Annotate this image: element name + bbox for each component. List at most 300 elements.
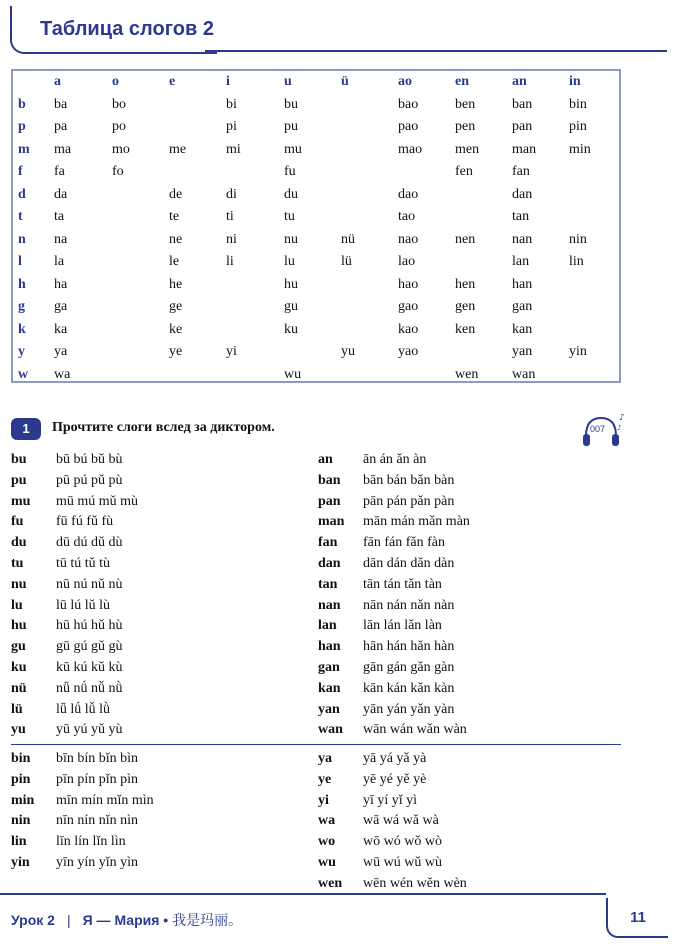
drill-syllable: wa: [318, 813, 336, 829]
table-cell: yi: [226, 344, 237, 360]
drill-row: [11, 791, 291, 812]
drill-row: [11, 700, 291, 721]
table-cell: lin: [569, 254, 584, 270]
table-row: [13, 296, 619, 319]
drill-row: [318, 637, 618, 658]
footer-separator: |: [66, 912, 71, 928]
table-cell: [169, 94, 226, 117]
drill-syllable: nü: [11, 680, 27, 696]
drill-tones: nīn nín nǐn nìn: [56, 813, 139, 829]
table-cell: ha: [54, 276, 68, 292]
table-cell: [169, 161, 226, 184]
table-cell: [226, 364, 284, 387]
table-cell: pi: [226, 119, 237, 135]
table-cell: tu: [284, 209, 295, 225]
table-cell: pa: [54, 119, 68, 135]
drill-syllable: wo: [318, 834, 336, 850]
table-cell: lü: [341, 254, 352, 270]
drill-row: [318, 492, 618, 513]
drill-divider: [11, 744, 621, 745]
table-cell: dao: [398, 186, 419, 202]
footer-lesson: Урок 2: [11, 912, 55, 928]
table-cell: nü: [341, 231, 355, 247]
drill-syllable: hu: [11, 618, 27, 634]
table-cell: pin: [569, 119, 587, 135]
table-cell: fa: [54, 164, 65, 180]
drill-row: [11, 512, 291, 533]
table-cell: bi: [226, 96, 237, 112]
table-cell: dan: [512, 186, 533, 202]
drill-tones: hū hú hǔ hù: [56, 618, 123, 634]
drill-tones: nǖ nǘ nǚ nǜ: [56, 680, 123, 696]
table-cell: lu: [284, 254, 295, 270]
drill-syllable: fan: [318, 535, 338, 551]
table-cell: fan: [512, 164, 530, 180]
footer-rule: [0, 893, 606, 895]
drill-row: [11, 658, 291, 679]
drill-left-bottom: [11, 749, 291, 874]
table-cell: [112, 206, 169, 229]
drill-tones: yī yí yǐ yì: [363, 792, 418, 808]
drill-row: [11, 554, 291, 575]
drill-row: [11, 720, 291, 741]
row-header: d: [18, 186, 26, 202]
drill-row: [11, 853, 291, 874]
table-cell: gao: [398, 299, 419, 315]
table-row: [13, 251, 619, 274]
table-cell: [569, 296, 619, 319]
drill-tones: wān wán wǎn wàn: [363, 722, 467, 738]
table-cell: wen: [455, 366, 479, 382]
table-cell: han: [512, 276, 533, 292]
table-cell: bin: [569, 96, 587, 112]
drill-row: [318, 554, 618, 575]
drill-syllable: mu: [11, 493, 31, 509]
table-cell: [112, 364, 169, 387]
drill-tones: tū tú tǔ tù: [56, 555, 111, 571]
table-cell: te: [169, 209, 180, 225]
table-cell: ne: [169, 231, 183, 247]
table-row: [13, 229, 619, 252]
drill-tones: kān kán kǎn kàn: [363, 680, 455, 696]
table-cell: ben: [455, 96, 476, 112]
table-cell: [284, 341, 341, 364]
drill-tones: yā yá yǎ yà: [363, 751, 427, 766]
row-header: l: [18, 254, 22, 270]
drill-syllable: lü: [11, 701, 23, 717]
drill-row: [11, 616, 291, 637]
drill-row: [318, 700, 618, 721]
table-row: [13, 341, 619, 364]
drill-row: [318, 874, 618, 895]
drill-row: [318, 533, 618, 554]
table-cell: [226, 161, 284, 184]
table-body: [13, 94, 619, 387]
table-cell: tao: [398, 209, 416, 225]
drill-row: [11, 637, 291, 658]
table-cell: wa: [54, 366, 71, 382]
table-cell: [226, 319, 284, 342]
drill-tones: dān dán dǎn dàn: [363, 555, 455, 571]
column-header: in: [569, 74, 581, 90]
table-cell: [455, 341, 512, 364]
table-cell: [226, 296, 284, 319]
drill-syllable: pan: [318, 493, 341, 509]
drill-syllable: wen: [318, 875, 343, 891]
row-header: w: [18, 366, 29, 382]
table-cell: mao: [398, 141, 423, 157]
table-row: [13, 184, 619, 207]
drill-syllable: lan: [318, 618, 337, 634]
table-cell: min: [569, 141, 591, 157]
drill-row: [318, 658, 618, 679]
table-cell: [341, 206, 398, 229]
table-cell: [455, 251, 512, 274]
drill-tones: yīn yín yǐn yìn: [56, 854, 139, 870]
drill-syllable: bu: [11, 452, 27, 467]
drill-syllable: tan: [318, 576, 338, 592]
drill-syllable: gu: [11, 639, 26, 655]
table-cell: [569, 161, 619, 184]
drill-row: [318, 791, 618, 812]
table-cell: ni: [226, 231, 237, 247]
table-cell: [455, 184, 512, 207]
drill-row: [318, 679, 618, 700]
table-cell: ta: [54, 209, 65, 225]
table-cell: he: [169, 276, 183, 292]
drill-row: [11, 832, 291, 853]
exercise-instruction: Прочтите слоги вслед за диктором.: [52, 420, 275, 435]
table-cell: yan: [512, 344, 533, 360]
table-cell: gu: [284, 299, 298, 315]
table-row: [13, 116, 619, 139]
table-cell: [341, 296, 398, 319]
table-cell: lan: [512, 254, 530, 270]
drill-syllable: bin: [11, 751, 31, 766]
table-cell: [341, 274, 398, 297]
table-cell: nan: [512, 231, 533, 247]
column-header: en: [455, 74, 469, 90]
syllable-grid: [13, 71, 619, 386]
row-header: f: [18, 164, 23, 180]
drill-syllable: pu: [11, 472, 27, 488]
drill-syllable: yu: [11, 722, 26, 738]
column-header: u: [284, 74, 292, 90]
drill-syllable: yin: [11, 854, 30, 870]
table-cell: ya: [54, 344, 68, 360]
drill-tones: wā wá wǎ wà: [363, 813, 439, 829]
table-cell: pao: [398, 119, 419, 135]
table-cell: [112, 274, 169, 297]
drill-tones: bīn bín bǐn bìn: [56, 751, 139, 766]
table-cell: de: [169, 186, 183, 202]
table-cell: [341, 139, 398, 162]
drill-tones: fān fán fǎn fàn: [363, 535, 446, 551]
audio-track-number: 007: [590, 424, 606, 434]
table-cell: me: [169, 141, 187, 157]
row-header: y: [18, 344, 25, 360]
drill-syllable: tu: [11, 555, 24, 571]
table-cell: nu: [284, 231, 298, 247]
table-cell: le: [169, 254, 180, 270]
table-cell: gen: [455, 299, 476, 315]
page-number: 11: [606, 898, 668, 938]
drill-syllable: yi: [318, 792, 329, 808]
drill-row: [11, 679, 291, 700]
table-cell: fu: [284, 164, 296, 180]
drill-row: [318, 720, 618, 741]
drill-tones: mū mú mǔ mù: [56, 493, 139, 509]
column-header: ao: [398, 74, 412, 90]
table-cell: [569, 319, 619, 342]
drill-row: [11, 770, 291, 791]
table-cell: kan: [512, 321, 533, 337]
table-cell: [112, 251, 169, 274]
drill-tones: gū gú gǔ gù: [56, 639, 123, 655]
drill-syllable: ya: [318, 751, 332, 766]
drill-syllable: gan: [318, 659, 340, 675]
drill-syllable: wan: [318, 722, 343, 738]
drill-syllable: ban: [318, 472, 341, 488]
drill-tones: yē yé yě yè: [363, 771, 427, 787]
drill-tones: pān pán pǎn pàn: [363, 493, 455, 509]
table-cell: wan: [512, 366, 536, 382]
drill-row: [11, 575, 291, 596]
drill-syllable: yan: [318, 701, 340, 717]
drill-tones: dū dú dǔ dù: [56, 535, 123, 551]
table-cell: [341, 94, 398, 117]
drill-tones: ān án ǎn àn: [363, 452, 427, 467]
drill-row: [11, 811, 291, 832]
table-cell: ke: [169, 321, 183, 337]
table-cell: [226, 274, 284, 297]
footer-topic-chinese: 我是玛丽。: [172, 913, 243, 929]
drill-row: [318, 770, 618, 791]
table-cell: hu: [284, 276, 298, 292]
row-header: p: [18, 119, 26, 135]
syllable-table: [11, 69, 621, 383]
table-cell: [341, 319, 398, 342]
footer: [11, 910, 242, 930]
table-cell: [569, 274, 619, 297]
table-cell: [169, 364, 226, 387]
table-cell: ken: [455, 321, 476, 337]
table-cell: ye: [169, 344, 183, 360]
drill-tones: wō wó wǒ wò: [363, 834, 442, 850]
table-cell: wu: [284, 366, 302, 382]
table-row: [13, 161, 619, 184]
table-row: [13, 206, 619, 229]
table-cell: tan: [512, 209, 530, 225]
table-cell: du: [284, 186, 298, 202]
drill-tones: mīn mín mǐn mìn: [56, 792, 154, 808]
table-cell: pu: [284, 119, 298, 135]
table-cell: [341, 116, 398, 139]
drill-syllable: ye: [318, 771, 332, 787]
table-cell: la: [54, 254, 65, 270]
table-cell: [112, 341, 169, 364]
table-cell: da: [54, 186, 68, 202]
table-cell: [341, 364, 398, 387]
table-cell: ti: [226, 209, 234, 225]
row-header: h: [18, 276, 26, 292]
drill-syllable: lin: [11, 834, 27, 850]
column-header: a: [54, 74, 61, 90]
drill-row: [11, 749, 291, 770]
table-cell: nin: [569, 231, 587, 247]
table-cell: bo: [112, 96, 126, 112]
drill-syllable: an: [318, 452, 333, 467]
drill-tones: yū yú yǔ yù: [56, 722, 123, 738]
column-header: an: [512, 74, 527, 90]
column-header: e: [169, 74, 176, 90]
drill-row: [318, 471, 618, 492]
drill-row: [11, 450, 291, 471]
drill-row: [318, 811, 618, 832]
drill-tones: kū kú kǔ kù: [56, 659, 123, 675]
drill-syllable: dan: [318, 555, 341, 571]
drill-syllable: man: [318, 514, 345, 530]
column-header: ü: [341, 74, 349, 90]
corner-cell: [13, 71, 54, 94]
drill-tones: wū wú wǔ wù: [363, 854, 442, 870]
drill-syllable: kan: [318, 680, 341, 696]
drill-row: [318, 616, 618, 637]
table-cell: [398, 161, 455, 184]
drill-row: [11, 492, 291, 513]
drill-row: [318, 450, 618, 471]
table-cell: bao: [398, 96, 419, 112]
table-cell: [341, 184, 398, 207]
drill-syllable: ku: [11, 659, 27, 675]
table-cell: ba: [54, 96, 68, 112]
drill-row: [318, 512, 618, 533]
table-cell: ga: [54, 299, 68, 315]
table-cell: bu: [284, 96, 298, 112]
table-cell: li: [226, 254, 234, 270]
drill-tones: wēn wén wěn wèn: [363, 875, 467, 891]
drill-tones: bū bú bǔ bù: [56, 452, 123, 467]
table-cell: man: [512, 141, 537, 157]
table-row: [13, 364, 619, 387]
table-row: [13, 94, 619, 117]
table-cell: [455, 206, 512, 229]
table-row: [13, 319, 619, 342]
exercise-number-badge: 1: [11, 418, 41, 440]
drill-right-bottom: [318, 749, 618, 895]
table-cell: [341, 161, 398, 184]
row-header: g: [18, 299, 25, 315]
drill-tones: gān gán gǎn gàn: [363, 659, 455, 675]
drill-syllable: lu: [11, 597, 23, 613]
drill-row: [318, 853, 618, 874]
table-cell: na: [54, 231, 68, 247]
table-cell: mi: [226, 141, 241, 157]
table-row: [13, 274, 619, 297]
drill-row: [11, 596, 291, 617]
table-cell: kao: [398, 321, 419, 337]
footer-topic: Я — Мария •: [82, 912, 169, 928]
table-cell: [569, 206, 619, 229]
drill-syllable: fu: [11, 514, 24, 530]
table-cell: fen: [455, 164, 473, 180]
page-title: Таблица слогов 2: [40, 18, 214, 40]
table-cell: gan: [512, 299, 533, 315]
drill-tones: mān mán mǎn màn: [363, 514, 470, 530]
table-cell: [112, 184, 169, 207]
table-cell: di: [226, 186, 237, 202]
table-cell: [398, 364, 455, 387]
table-row: [13, 139, 619, 162]
drill-left-top: [11, 450, 291, 741]
table-cell: pan: [512, 119, 533, 135]
drill-tones: lǖ lǘ lǚ lǜ: [56, 701, 111, 717]
row-header: b: [18, 96, 26, 112]
svg-text:♪: ♪: [617, 424, 622, 432]
drill-tones: nū nú nǔ nù: [56, 576, 123, 592]
drill-syllable: min: [11, 792, 35, 808]
table-cell: [169, 116, 226, 139]
table-cell: yao: [398, 344, 419, 360]
drill-tones: hān hán hǎn hàn: [363, 639, 455, 655]
drill-syllable: nin: [11, 813, 31, 829]
table-cell: ge: [169, 299, 183, 315]
table-cell: [112, 319, 169, 342]
drill-tones: nān nán nǎn nàn: [363, 597, 455, 613]
table-cell: ka: [54, 321, 68, 337]
drill-right-top: [318, 450, 618, 741]
table-cell: [112, 229, 169, 252]
drill-row: [318, 596, 618, 617]
table-cell: po: [112, 119, 126, 135]
column-header: o: [112, 74, 119, 90]
drill-syllable: pin: [11, 771, 31, 787]
table-cell: [569, 364, 619, 387]
drill-syllable: wu: [318, 854, 336, 870]
table-cell: yin: [569, 344, 587, 360]
title-underline: [205, 50, 667, 52]
row-header: m: [18, 141, 30, 157]
table-cell: yu: [341, 344, 355, 360]
row-header: k: [18, 321, 26, 337]
column-header: i: [226, 74, 230, 90]
drill-tones: līn lín lǐn lìn: [56, 834, 126, 850]
table-cell: pen: [455, 119, 476, 135]
table-cell: ma: [54, 141, 72, 157]
table-cell: nen: [455, 231, 476, 247]
drill-tones: lū lú lǔ lù: [56, 597, 111, 613]
table-cell: mu: [284, 141, 302, 157]
drill-tones: bān bán bǎn bàn: [363, 472, 455, 488]
row-header: n: [18, 231, 26, 247]
table-cell: nao: [398, 231, 419, 247]
table-cell: hen: [455, 276, 476, 292]
table-cell: [569, 184, 619, 207]
table-cell: lao: [398, 254, 416, 270]
table-cell: men: [455, 141, 480, 157]
drill-tones: pīn pín pǐn pìn: [56, 771, 139, 787]
drill-tones: fū fú fǔ fù: [56, 514, 114, 530]
drill-tones: tān tán tǎn tàn: [363, 576, 442, 592]
drill-row: [11, 533, 291, 554]
drill-syllable: nu: [11, 576, 27, 592]
drill-row: [318, 832, 618, 853]
table-cell: ku: [284, 321, 298, 337]
drill-tones: lān lán lǎn làn: [363, 618, 442, 634]
table-cell: hao: [398, 276, 419, 292]
drill-tones: pū pú pǔ pù: [56, 472, 123, 488]
table-cell: ban: [512, 96, 533, 112]
